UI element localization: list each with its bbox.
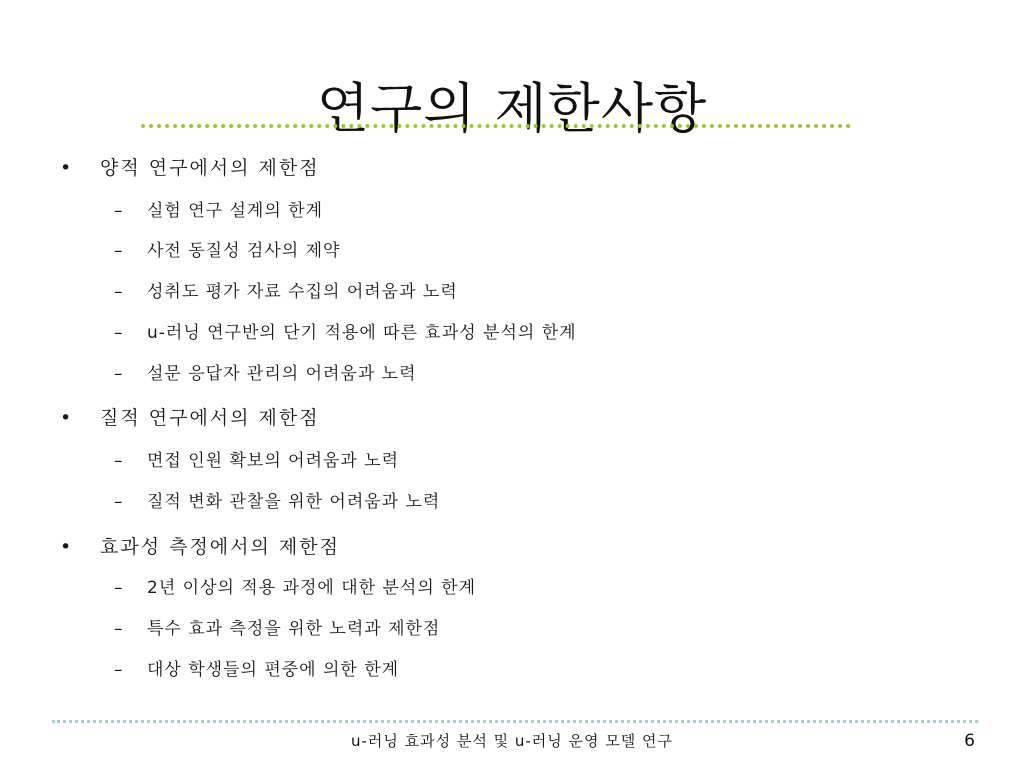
slide-title: 연구의 제한사항 bbox=[316, 77, 708, 141]
bullet-item bbox=[60, 155, 320, 181]
sub-bullet-item bbox=[114, 239, 340, 263]
dash-marker: – bbox=[114, 660, 123, 680]
bullet-marker: • bbox=[60, 407, 72, 429]
sub-bullet-item bbox=[114, 280, 458, 304]
sub-bullet-text: 실험 연구 설계의 한계 bbox=[147, 201, 324, 221]
bullet-text: 질적 연구에서의 제한점 bbox=[100, 407, 320, 429]
sub-bullet-item bbox=[114, 658, 399, 682]
sub-bullet-item bbox=[114, 321, 577, 345]
dash-marker: – bbox=[114, 451, 123, 471]
dash-marker: – bbox=[114, 578, 123, 598]
bullet-text: 효과성 측정에서의 제한점 bbox=[100, 536, 340, 558]
dash-marker: – bbox=[114, 241, 123, 261]
sub-bullet-item bbox=[114, 199, 323, 223]
dash-marker: – bbox=[114, 201, 123, 221]
sub-bullet-text: 면접 인원 확보의 어려움과 노력 bbox=[147, 451, 400, 471]
sub-bullet-text: 성취도 평가 자료 수집의 어려움과 노력 bbox=[147, 282, 458, 302]
dash-marker: – bbox=[114, 364, 123, 384]
sub-bullet-text: u-러닝 연구반의 단기 적용에 따른 효과성 분석의 한계 bbox=[147, 323, 577, 343]
bullet-text: 양적 연구에서의 제한점 bbox=[100, 157, 320, 179]
sub-bullet-item bbox=[114, 449, 399, 473]
dash-marker: – bbox=[114, 323, 123, 343]
sub-bullet-text: 사전 동질성 검사의 제약 bbox=[147, 241, 341, 261]
dash-marker: – bbox=[114, 619, 123, 639]
sub-bullet-item bbox=[114, 362, 417, 386]
footer-divider bbox=[52, 720, 978, 723]
sub-bullet-text: 질적 변화 관찰을 위한 어려움과 노력 bbox=[147, 492, 441, 512]
sub-bullet-text: 설문 응답자 관리의 어려움과 노력 bbox=[147, 364, 417, 384]
sub-bullet-item bbox=[114, 490, 440, 514]
bullet-item bbox=[60, 534, 340, 560]
sub-bullet-item bbox=[114, 576, 476, 600]
sub-bullet-text: 2년 이상의 적용 과정에 대한 분석의 한계 bbox=[147, 578, 476, 598]
sub-bullet-text: 특수 효과 측정을 위한 노력과 제한점 bbox=[147, 619, 441, 639]
sub-bullet-text: 대상 학생들의 편중에 의한 한계 bbox=[147, 660, 400, 680]
page-number: 6 bbox=[964, 731, 975, 751]
dash-marker: – bbox=[114, 492, 123, 512]
footer-title: u-러닝 효과성 분석 및 u-러닝 운영 모델 연구 bbox=[350, 732, 674, 750]
bullet-item bbox=[60, 405, 320, 431]
bullet-marker: • bbox=[60, 157, 72, 179]
sub-bullet-item bbox=[114, 617, 440, 641]
bullet-marker: • bbox=[60, 536, 72, 558]
dash-marker: – bbox=[114, 282, 123, 302]
